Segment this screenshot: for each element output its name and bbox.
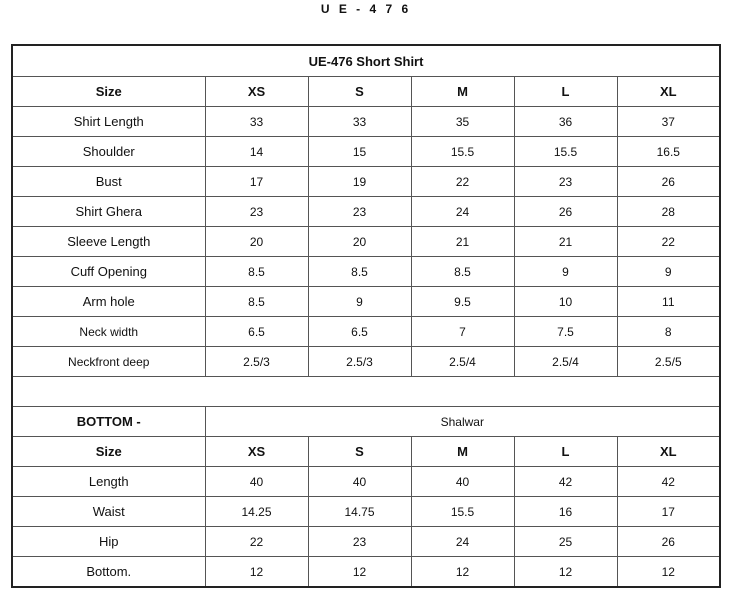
shirt-title-row bbox=[12, 45, 720, 77]
product-code: U E - 4 7 6 bbox=[320, 2, 412, 16]
size-header-s: S bbox=[308, 437, 411, 467]
row-label: Arm hole bbox=[12, 287, 205, 317]
cell: 7.5 bbox=[514, 317, 617, 347]
cell: 23 bbox=[308, 197, 411, 227]
cell: 23 bbox=[308, 527, 411, 557]
cell: 8.5 bbox=[205, 257, 308, 287]
size-header-xl: XL bbox=[617, 437, 720, 467]
cell: 23 bbox=[514, 167, 617, 197]
cell: 12 bbox=[514, 557, 617, 588]
cell: 25 bbox=[514, 527, 617, 557]
cell: 42 bbox=[617, 467, 720, 497]
cell: 7 bbox=[411, 317, 514, 347]
size-header-s: S bbox=[308, 77, 411, 107]
size-header-label: Size bbox=[12, 437, 205, 467]
cell: 21 bbox=[411, 227, 514, 257]
cell: 19 bbox=[308, 167, 411, 197]
row-label: Waist bbox=[12, 497, 205, 527]
row-label: Length bbox=[12, 467, 205, 497]
cell: 8.5 bbox=[205, 287, 308, 317]
row-label: Shoulder bbox=[12, 137, 205, 167]
cell: 16 bbox=[514, 497, 617, 527]
cell: 40 bbox=[308, 467, 411, 497]
size-header-xs: XS bbox=[205, 437, 308, 467]
size-chart-table bbox=[11, 44, 721, 588]
cell: 12 bbox=[308, 557, 411, 588]
row-label: Neckfront deep bbox=[12, 347, 205, 377]
spacer-row bbox=[12, 377, 720, 407]
table-row bbox=[12, 257, 720, 287]
cell: 35 bbox=[411, 107, 514, 137]
cell: 28 bbox=[617, 197, 720, 227]
cell: 14.75 bbox=[308, 497, 411, 527]
row-label: Hip bbox=[12, 527, 205, 557]
table-row bbox=[12, 287, 720, 317]
size-header-xs: XS bbox=[205, 77, 308, 107]
spacer-cell bbox=[12, 377, 720, 407]
cell: 24 bbox=[411, 527, 514, 557]
cell: 14 bbox=[205, 137, 308, 167]
cell: 22 bbox=[205, 527, 308, 557]
cell: 12 bbox=[411, 557, 514, 588]
row-label: Shirt Ghera bbox=[12, 197, 205, 227]
cell: 9 bbox=[617, 257, 720, 287]
table-row bbox=[12, 347, 720, 377]
cell: 37 bbox=[617, 107, 720, 137]
size-header-label: Size bbox=[12, 77, 205, 107]
cell: 2.5/4 bbox=[411, 347, 514, 377]
table-row bbox=[12, 317, 720, 347]
cell: 40 bbox=[205, 467, 308, 497]
bottom-label: BOTTOM - bbox=[12, 407, 205, 437]
cell: 10 bbox=[514, 287, 617, 317]
cell: 20 bbox=[205, 227, 308, 257]
cell: 8.5 bbox=[308, 257, 411, 287]
cell: 15.5 bbox=[411, 497, 514, 527]
row-label: Neck width bbox=[12, 317, 205, 347]
cell: 17 bbox=[205, 167, 308, 197]
cell: 22 bbox=[411, 167, 514, 197]
cell: 15 bbox=[308, 137, 411, 167]
bottom-title-row bbox=[12, 407, 720, 437]
shirt-size-header-row bbox=[12, 77, 720, 107]
cell: 9 bbox=[308, 287, 411, 317]
cell: 21 bbox=[514, 227, 617, 257]
size-header-m: M bbox=[411, 437, 514, 467]
cell: 26 bbox=[617, 167, 720, 197]
cell: 33 bbox=[308, 107, 411, 137]
cell: 6.5 bbox=[308, 317, 411, 347]
row-label: Sleeve Length bbox=[12, 227, 205, 257]
cell: 20 bbox=[308, 227, 411, 257]
cell: 12 bbox=[205, 557, 308, 588]
table-row bbox=[12, 527, 720, 557]
cell: 15.5 bbox=[514, 137, 617, 167]
cell: 2.5/5 bbox=[617, 347, 720, 377]
cell: 26 bbox=[514, 197, 617, 227]
row-label: Shirt Length bbox=[12, 107, 205, 137]
cell: 17 bbox=[617, 497, 720, 527]
cell: 42 bbox=[514, 467, 617, 497]
size-header-l: L bbox=[514, 77, 617, 107]
table-row bbox=[12, 137, 720, 167]
table-row bbox=[12, 557, 720, 588]
bottom-type: Shalwar bbox=[205, 407, 720, 437]
cell: 2.5/3 bbox=[308, 347, 411, 377]
cell: 15.5 bbox=[411, 137, 514, 167]
cell: 22 bbox=[617, 227, 720, 257]
row-label: Bust bbox=[12, 167, 205, 197]
cell: 8.5 bbox=[411, 257, 514, 287]
cell: 2.5/3 bbox=[205, 347, 308, 377]
cell: 6.5 bbox=[205, 317, 308, 347]
cell: 11 bbox=[617, 287, 720, 317]
cell: 24 bbox=[411, 197, 514, 227]
shirt-title: UE-476 Short Shirt bbox=[12, 45, 720, 77]
cell: 23 bbox=[205, 197, 308, 227]
table-row bbox=[12, 107, 720, 137]
table-row bbox=[12, 227, 720, 257]
cell: 14.25 bbox=[205, 497, 308, 527]
size-header-xl: XL bbox=[617, 77, 720, 107]
cell: 12 bbox=[617, 557, 720, 588]
table-row bbox=[12, 167, 720, 197]
table-row bbox=[12, 197, 720, 227]
cell: 8 bbox=[617, 317, 720, 347]
cell: 9 bbox=[514, 257, 617, 287]
table-row bbox=[12, 467, 720, 497]
cell: 36 bbox=[514, 107, 617, 137]
cell: 16.5 bbox=[617, 137, 720, 167]
cell: 40 bbox=[411, 467, 514, 497]
cell: 26 bbox=[617, 527, 720, 557]
row-label: Bottom. bbox=[12, 557, 205, 588]
row-label: Cuff Opening bbox=[12, 257, 205, 287]
size-header-l: L bbox=[514, 437, 617, 467]
cell: 33 bbox=[205, 107, 308, 137]
cell: 9.5 bbox=[411, 287, 514, 317]
cell: 2.5/4 bbox=[514, 347, 617, 377]
size-header-m: M bbox=[411, 77, 514, 107]
bottom-size-header-row bbox=[12, 437, 720, 467]
table-row bbox=[12, 497, 720, 527]
